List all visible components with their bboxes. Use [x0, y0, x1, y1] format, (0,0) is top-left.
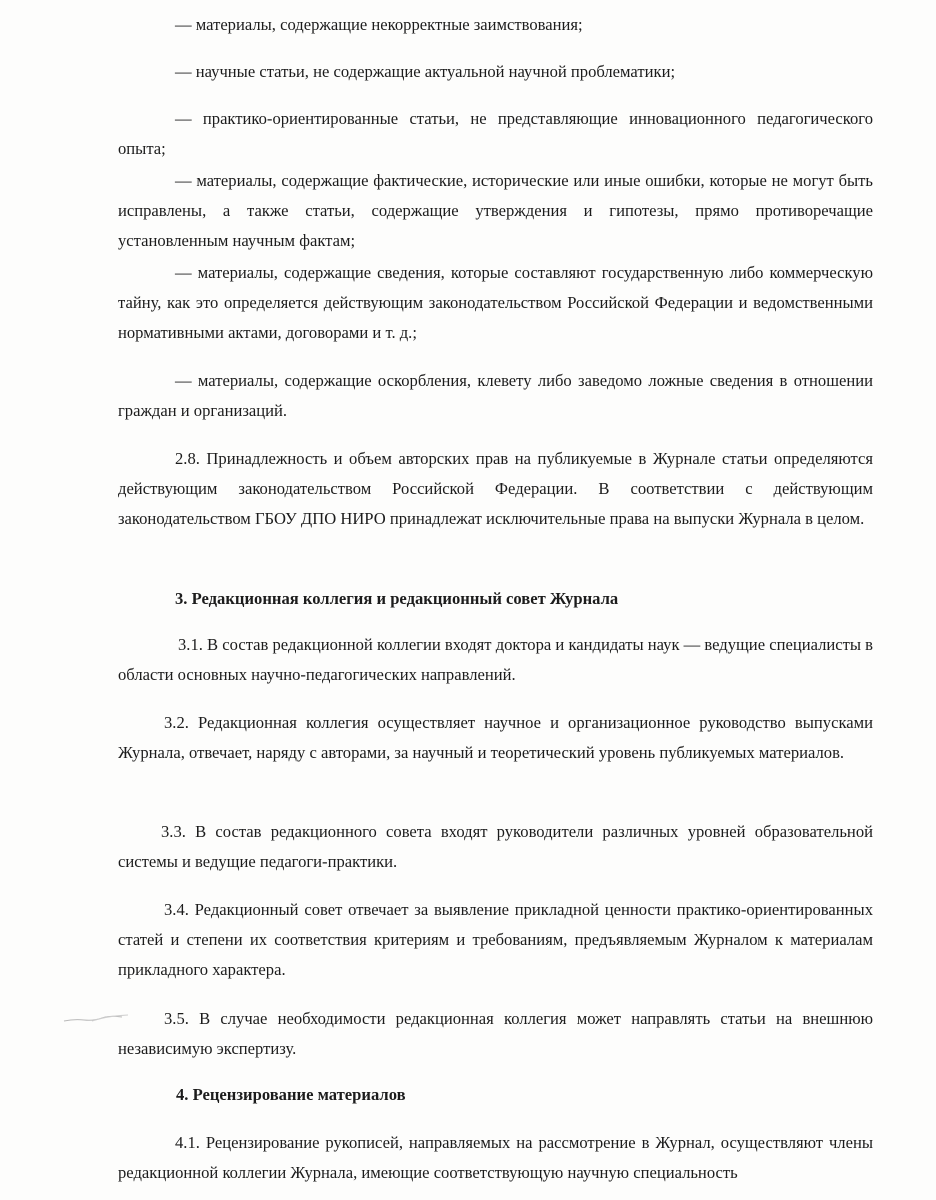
paragraph-3-4: 3.4. Редакционный совет отвечает за выявление прикладной ценности практико-ориентированных статей и степени их соответствия критериям и требованиям, предъявляемым Журналом к материалам прикладного характера.	[118, 900, 873, 979]
list-item-no-scientific-problem: — научные статьи, не содержащие актуальной научной проблематики;	[175, 62, 676, 81]
scan-smudge-mark	[62, 1012, 134, 1026]
paragraph-3-5: 3.5. В случае необходимости редакционная коллегия может направлять статьи на внешнюю независимую экспертизу.	[118, 1009, 873, 1058]
paragraph-2-8: 2.8. Принадлежность и объем авторских прав на публикуемые в Журнале статьи определяются действующим законодательством Российской Федерации. В соответствии с действующим законодательством ГБОУ ДПО НИРО принадлежат исключительные права на выпуски Журнала в целом.	[118, 449, 873, 528]
list-item-insults: — материалы, содержащие оскорбления, клевету либо заведомо ложные сведения в отношении граждан и организаций.	[118, 371, 873, 420]
section-4-heading: 4. Рецензирование материалов	[176, 1085, 406, 1104]
section-3-heading: 3. Редакционная коллегия и редакционный совет Журнала	[175, 589, 619, 608]
list-item-practice-articles: — практико-ориентированные статьи, не представляющие инновационного педагогического опыта;	[118, 109, 873, 158]
list-item-factual-errors: — материалы, содержащие фактические, исторические или иные ошибки, которые не могут быть исправлены, а также статьи, содержащие утверждения и гипотезы, прямо противоречащие установленным научным фактам;	[118, 171, 873, 250]
paragraph-4-1: 4.1. Рецензирование рукописей, направляемых на рассмотрение в Журнал, осуществляют члены редакционной коллегии Журнала, имеющие соответствующую научную специальность	[118, 1133, 873, 1182]
paragraph-3-3: 3.3. В состав редакционного совета входят руководители различных уровней образовательной системы и ведущие педагоги-практики.	[118, 822, 873, 871]
paragraph-3-2: 3.2. Редакционная коллегия осуществляет научное и организационное руководство выпусками Журнала, отвечает, наряду с авторами, за научный и теоретический уровень публикуемых материалов.	[118, 713, 873, 762]
paragraph-3-1: 3.1. В состав редакционной коллегии входят доктора и кандидаты наук — ведущие специалисты в области основных научно-педагогических направлений.	[118, 635, 873, 684]
list-item-incorrect-borrowings: — материалы, содержащие некорректные заимствования;	[175, 15, 583, 34]
list-item-state-secret: — материалы, содержащие сведения, которые составляют государственную либо коммерческую тайну, как это определяется действующим законодательством Российской Федерации и ведомственными нормативными актами, договорами и т. д.;	[118, 263, 873, 342]
